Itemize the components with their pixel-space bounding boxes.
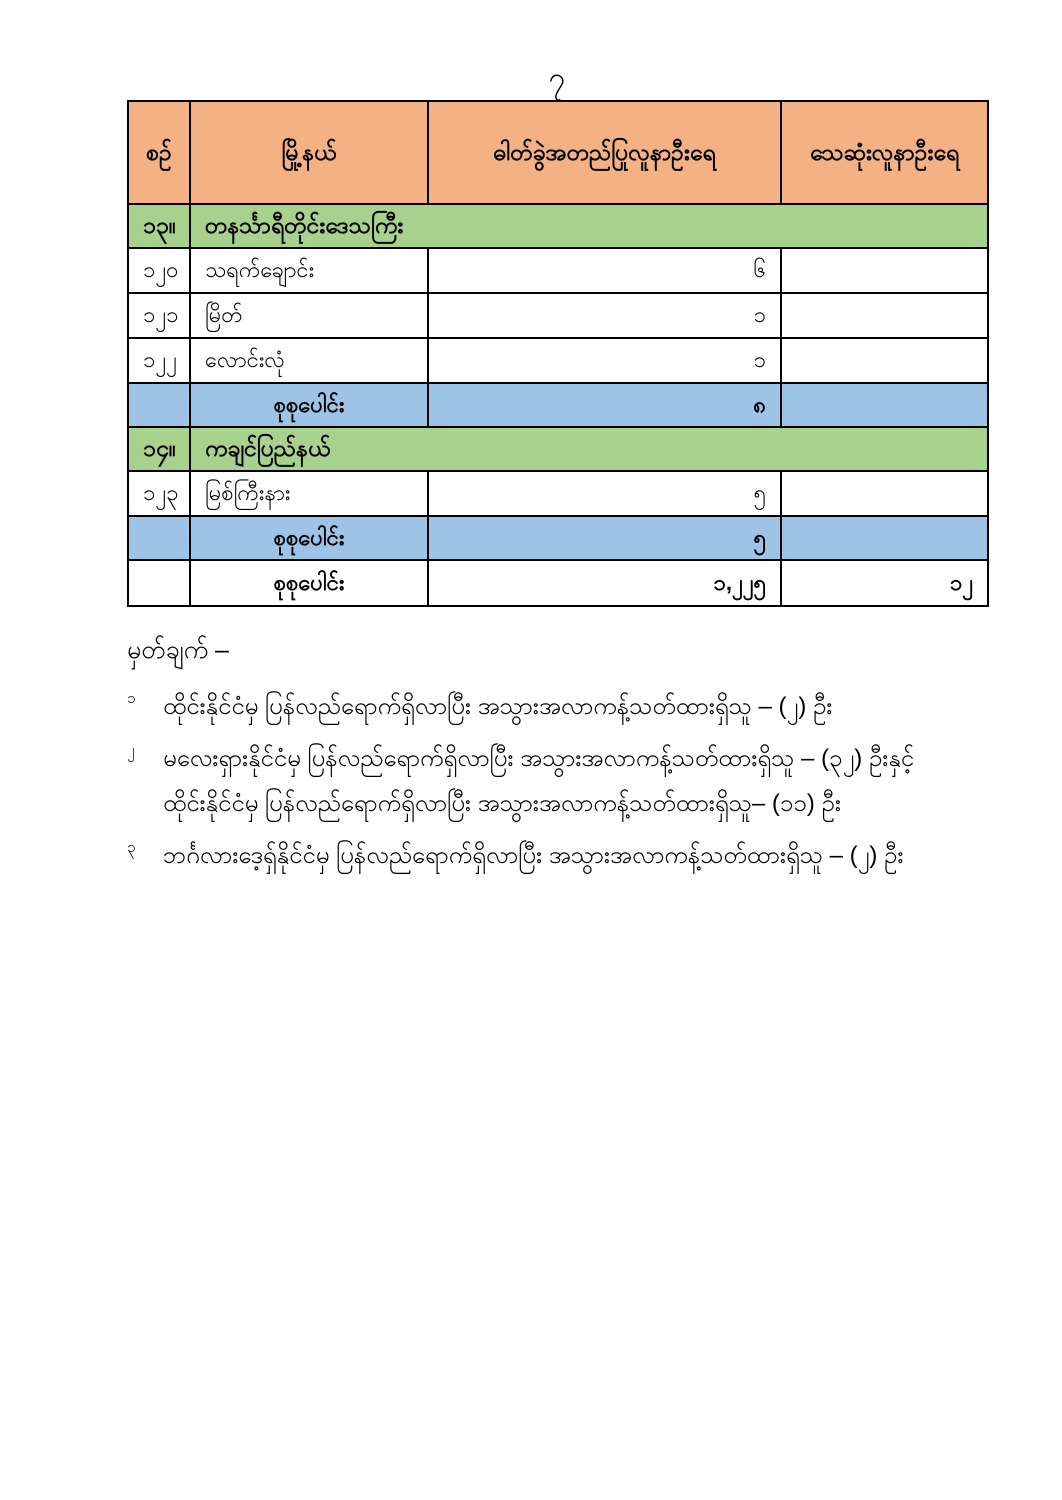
subtotal-label: စုစုပေါင်း <box>190 516 428 560</box>
grand-total-row <box>128 560 988 606</box>
confirmed-cell: ၁ <box>428 338 781 383</box>
confirmed-cell: ၁ <box>428 293 781 338</box>
note-marker: ၁ <box>127 690 136 707</box>
confirmed-cell: ၈ <box>428 383 781 427</box>
header-confirmed: ဓါတ်ခွဲအတည်ပြုလူနာဦးရေ <box>428 101 781 204</box>
case-count-table <box>127 100 989 607</box>
serial-cell <box>128 516 190 560</box>
confirmed-cell: ၅ <box>428 516 781 560</box>
notes-title: မှတ်ချက် – <box>127 636 229 664</box>
deaths-cell <box>781 248 988 293</box>
serial-cell <box>128 383 190 427</box>
section-row-tanintharyi <box>128 204 988 248</box>
confirmed-cell: ၅ <box>428 471 781 516</box>
note-text <box>163 685 967 729</box>
section-serial: ၁၃။ <box>128 204 190 248</box>
page-number: ၇ <box>548 62 566 95</box>
serial-cell: ၁၂၁ <box>128 293 190 338</box>
township-cell: လောင်းလုံ <box>190 338 428 383</box>
township-cell: မြိတ် <box>190 293 428 338</box>
grand-total-deaths: ၁၂ <box>781 560 988 606</box>
serial-cell: ၁၂၀ <box>128 248 190 293</box>
subtotal-row-kachin <box>128 516 988 560</box>
note-text <box>163 737 967 826</box>
note-item-2 <box>127 737 967 826</box>
section-label: ကချင်ပြည်နယ် <box>190 427 988 471</box>
table-row <box>128 293 988 338</box>
grand-total-label: စုစုပေါင်း <box>190 560 428 606</box>
note-marker: ၂ <box>127 742 135 760</box>
table-row <box>128 471 988 516</box>
note-item-3 <box>127 834 967 878</box>
deaths-cell <box>781 383 988 427</box>
subtotal-label: စုစုပေါင်း <box>190 383 428 427</box>
section-label: တနင်္သာရီတိုင်းဒေသကြီး <box>190 204 988 248</box>
subtotal-row-tanintharyi <box>128 383 988 427</box>
township-cell: သရက်ချောင်း <box>190 248 428 293</box>
note-line: ထိုင်းနိုင်ငံမှ ပြန်လည်ရောက်ရှိလာပြီး အသွားအလာကန့်သတ်ထားရှိသူ– (၁၁) ဦး <box>163 789 841 817</box>
note-line: ဘင်္ဂလားဒေ့ရှ်နိုင်ငံမှ ပြန်လည်ရောက်ရှိလာပြီး အသွားအလာကန့်သတ်ထားရှိသူ – (၂) ဦး <box>163 842 904 870</box>
deaths-cell <box>781 516 988 560</box>
serial-cell: ၁၂၂ <box>128 338 190 383</box>
header-serial: စဉ် <box>128 101 190 204</box>
deaths-cell <box>781 338 988 383</box>
serial-cell <box>128 560 190 606</box>
note-item-1 <box>127 685 967 729</box>
header-deaths: သေဆုံးလူနာဦးရေ <box>781 101 988 204</box>
serial-cell: ၁၂၃ <box>128 471 190 516</box>
note-line: ထိုင်းနိုင်ငံမှ ပြန်လည်ရောက်ရှိလာပြီး အသွားအလာကန့်သတ်ထားရှိသူ – (၂) ဦး <box>163 693 833 720</box>
confirmed-cell: ၆ <box>428 248 781 293</box>
table-row <box>128 338 988 383</box>
table-row <box>128 248 988 293</box>
header-township: မြို့နယ် <box>190 101 428 204</box>
note-marker: ၃ <box>127 839 136 857</box>
grand-total-confirmed: ၁,၂၂၅ <box>428 560 781 606</box>
table-header-row <box>128 101 988 204</box>
note-line: မလေးရှားနိုင်ငံမှ ပြန်လည်ရောက်ရှိလာပြီး အသွားအလာကန့်သတ်ထားရှိသူ – (၃၂) ဦးနှင့် <box>163 745 915 773</box>
deaths-cell <box>781 293 988 338</box>
note-text <box>163 834 967 878</box>
deaths-cell <box>781 471 988 516</box>
notes-section <box>127 634 967 887</box>
section-row-kachin <box>128 427 988 471</box>
section-serial: ၁၄။ <box>128 427 190 471</box>
township-cell: မြစ်ကြီးနား <box>190 471 428 516</box>
